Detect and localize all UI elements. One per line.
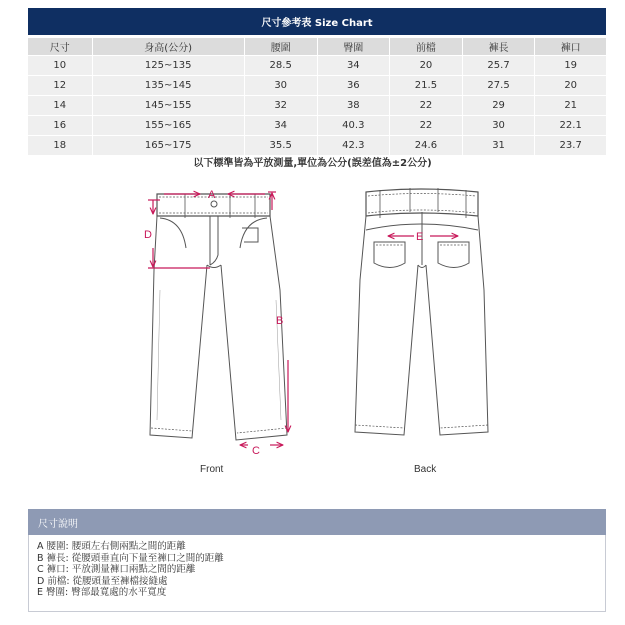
column-header: 尺寸 <box>28 38 92 56</box>
table-cell: 30 <box>462 116 535 136</box>
table-cell: 21.5 <box>390 76 463 96</box>
pants-diagram <box>0 170 625 480</box>
table-cell: 145~155 <box>92 96 244 116</box>
table-row <box>28 76 606 96</box>
column-header: 前檔 <box>390 38 463 56</box>
mark-label-d: D <box>144 229 152 241</box>
mark-label-b: B <box>276 315 284 327</box>
table-row <box>28 116 606 136</box>
table-cell: 42.3 <box>317 136 390 156</box>
table-cell: 34 <box>244 116 317 136</box>
explanation-line: B 褲長: 從腰頭垂直向下量至褲口之間的距離 <box>37 552 224 564</box>
table-row <box>28 96 606 116</box>
column-header: 褲口 <box>535 38 606 56</box>
table-cell: 32 <box>244 96 317 116</box>
table-cell: 27.5 <box>462 76 535 96</box>
table-header-row <box>28 38 606 56</box>
table-cell: 38 <box>317 96 390 116</box>
table-cell: 25.7 <box>462 56 535 76</box>
mark-label-a: A <box>208 189 216 201</box>
table-cell: 125~135 <box>92 56 244 76</box>
mark-label-e: E <box>416 231 424 243</box>
table-cell: 30 <box>244 76 317 96</box>
table-cell: 16 <box>28 116 92 136</box>
size-chart-title: 尺寸參考表 Size Chart <box>28 8 606 35</box>
measurement-note: 以下標準皆為平放測量,單位為公分(誤差值為±2公分) <box>193 158 432 169</box>
table-cell: 21 <box>535 96 606 116</box>
back-pants-outline <box>355 188 488 435</box>
explanation-box <box>28 535 606 612</box>
table-cell: 36 <box>317 76 390 96</box>
column-header: 身高(公分) <box>92 38 244 56</box>
column-header: 褲長 <box>462 38 535 56</box>
explanation-line: C 褲口: 平放測量褲口兩點之間的距離 <box>37 564 196 575</box>
table-cell: 29 <box>462 96 535 116</box>
table-cell: 28.5 <box>244 56 317 76</box>
explanation-line: D 前檔: 從腰頭量至褲檔接縫處 <box>37 575 168 587</box>
table-cell: 34 <box>317 56 390 76</box>
table-row <box>28 56 606 76</box>
front-label: Front <box>200 464 224 475</box>
table-cell: 165~175 <box>92 136 244 156</box>
table-cell: 18 <box>28 136 92 156</box>
table-cell: 22 <box>390 116 463 136</box>
mark-label-c: C <box>252 445 260 457</box>
table-cell: 135~145 <box>92 76 244 96</box>
explanation-line: A 腰圍: 腰頭左右側兩點之間的距離 <box>37 541 186 552</box>
table-cell: 40.3 <box>317 116 390 136</box>
table-cell: 19 <box>535 56 606 76</box>
column-header: 腰圍 <box>244 38 317 56</box>
table-cell: 14 <box>28 96 92 116</box>
front-measurement-letters <box>144 189 283 457</box>
table-cell: 20 <box>535 76 606 96</box>
front-pants-outline <box>150 194 287 440</box>
table-cell: 22.1 <box>535 116 606 136</box>
table-cell: 20 <box>390 56 463 76</box>
column-header: 臀圍 <box>317 38 390 56</box>
explanation-line: E 臀圍: 臀部最寬處的水平寬度 <box>37 587 167 598</box>
table-cell: 31 <box>462 136 535 156</box>
back-label: Back <box>414 464 437 475</box>
table-cell: 155~165 <box>92 116 244 136</box>
table-cell: 22 <box>390 96 463 116</box>
table-cell: 35.5 <box>244 136 317 156</box>
table-cell: 23.7 <box>535 136 606 156</box>
table-cell: 10 <box>28 56 92 76</box>
table-cell: 12 <box>28 76 92 96</box>
table-cell: 24.6 <box>390 136 463 156</box>
explanation-header: 尺寸說明 <box>28 509 606 535</box>
size-table <box>28 38 606 155</box>
table-row <box>28 136 606 156</box>
